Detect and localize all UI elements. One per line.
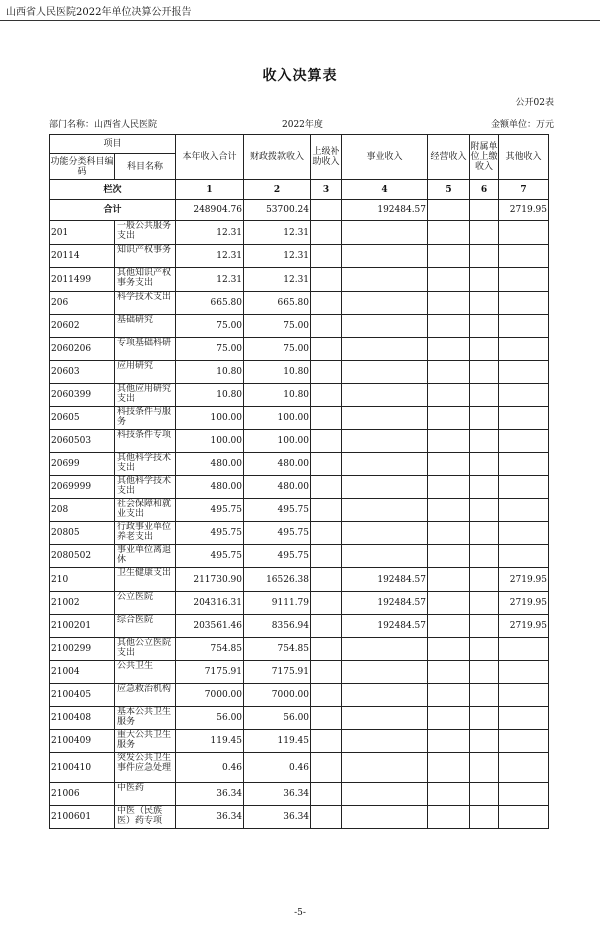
row-c2: 495.75: [244, 499, 311, 522]
row-c3: [311, 568, 342, 592]
row-c4: [342, 476, 428, 499]
row-subject-name: 专项基础科研: [115, 338, 176, 361]
table-row: [50, 315, 549, 338]
row-c1: 495.75: [176, 545, 244, 568]
table-row: [50, 592, 549, 615]
row-c6: [470, 245, 499, 268]
row-c6: [470, 453, 499, 476]
func-code-header: 功能分类科目编码: [50, 154, 115, 180]
row-code: 20699: [50, 453, 115, 476]
row-c5: [428, 753, 470, 783]
report-header: 山西省人民医院2022年单位决算公开报告: [6, 7, 192, 18]
row-c7: [499, 730, 549, 753]
row-c1: 754.85: [176, 638, 244, 661]
row-c1: 75.00: [176, 315, 244, 338]
row-c3: [311, 453, 342, 476]
index-3: 3: [311, 180, 342, 200]
row-c7: [499, 545, 549, 568]
col-fiscal-header: 财政拨款收入: [244, 135, 311, 180]
row-c6: [470, 806, 499, 829]
row-c6: [470, 707, 499, 730]
row-c3: [311, 292, 342, 315]
row-subject-name: 其他公立医院支出: [115, 638, 176, 661]
row-c7: [499, 361, 549, 384]
row-code: 2100601: [50, 806, 115, 829]
table-row: [50, 545, 549, 568]
row-c7: 2719.95: [499, 615, 549, 638]
table-row: [50, 753, 549, 783]
row-subject-name: 公共卫生: [115, 661, 176, 684]
row-code: 20805: [50, 522, 115, 545]
row-c1: 12.31: [176, 221, 244, 245]
row-c3: [311, 684, 342, 707]
row-c6: [470, 338, 499, 361]
table-row: [50, 453, 549, 476]
row-subject-name: 其他科学技术支出: [115, 476, 176, 499]
row-c2: 12.31: [244, 268, 311, 292]
row-c3: [311, 407, 342, 430]
row-c5: [428, 499, 470, 522]
index-6: 6: [470, 180, 499, 200]
row-c3: [311, 545, 342, 568]
row-c4: [342, 453, 428, 476]
total-c7: 2719.95: [499, 200, 549, 221]
row-c5: [428, 568, 470, 592]
row-c1: 480.00: [176, 476, 244, 499]
table-row: [50, 499, 549, 522]
row-subject-name: 一般公共服务支出: [115, 221, 176, 245]
row-c2: 480.00: [244, 476, 311, 499]
row-c3: [311, 730, 342, 753]
row-subject-name: 应急救治机构: [115, 684, 176, 707]
row-c5: [428, 806, 470, 829]
income-table: [49, 134, 549, 829]
row-c6: [470, 684, 499, 707]
total-c4: 192484.57: [342, 200, 428, 221]
row-code: 21004: [50, 661, 115, 684]
row-c7: 2719.95: [499, 592, 549, 615]
department-label: 部门名称：山西省人民医院: [49, 120, 158, 130]
row-c2: 8356.94: [244, 615, 311, 638]
row-c3: [311, 315, 342, 338]
row-c7: [499, 499, 549, 522]
row-c1: 203561.46: [176, 615, 244, 638]
total-c6: [470, 200, 499, 221]
row-c3: [311, 476, 342, 499]
row-c4: [342, 430, 428, 453]
row-subject-name: 中医药: [115, 783, 176, 806]
row-c3: [311, 522, 342, 545]
row-c2: 119.45: [244, 730, 311, 753]
row-c6: [470, 499, 499, 522]
row-c4: [342, 783, 428, 806]
row-c3: [311, 384, 342, 407]
table-row: [50, 384, 549, 407]
row-c3: [311, 245, 342, 268]
row-c6: [470, 268, 499, 292]
row-code: 201: [50, 221, 115, 245]
row-c4: [342, 684, 428, 707]
row-c7: [499, 453, 549, 476]
amount-unit: 金额单位：万元: [490, 120, 554, 130]
row-c3: [311, 806, 342, 829]
row-code: 21002: [50, 592, 115, 615]
row-c6: [470, 430, 499, 453]
table-row: [50, 361, 549, 384]
row-c1: 0.46: [176, 753, 244, 783]
row-c5: [428, 245, 470, 268]
row-c3: [311, 707, 342, 730]
header-divider: [0, 20, 600, 21]
row-c3: [311, 499, 342, 522]
row-c7: [499, 221, 549, 245]
row-c1: 100.00: [176, 407, 244, 430]
total-c3: [311, 200, 342, 221]
col-affiliated-header: 附属单位上缴收入: [470, 135, 499, 180]
row-c2: 495.75: [244, 545, 311, 568]
row-c2: 36.34: [244, 783, 311, 806]
row-c5: [428, 315, 470, 338]
row-c5: [428, 592, 470, 615]
row-c1: 119.45: [176, 730, 244, 753]
row-code: 206: [50, 292, 115, 315]
row-c3: [311, 638, 342, 661]
row-c2: 56.00: [244, 707, 311, 730]
row-c1: 7000.00: [176, 684, 244, 707]
row-code: 2011499: [50, 268, 115, 292]
row-c4: [342, 545, 428, 568]
total-c2: 53700.24: [244, 200, 311, 221]
table-row: [50, 684, 549, 707]
row-subject-name: 社会保障和就业支出: [115, 499, 176, 522]
table-row: [50, 615, 549, 638]
row-subject-name: 其他知识产权事务支出: [115, 268, 176, 292]
row-c4: [342, 268, 428, 292]
row-c3: [311, 615, 342, 638]
row-c6: [470, 753, 499, 783]
table-row: [50, 806, 549, 829]
row-c2: 100.00: [244, 407, 311, 430]
row-c1: 495.75: [176, 499, 244, 522]
row-subject-name: 重大公共卫生服务: [115, 730, 176, 753]
row-c3: [311, 221, 342, 245]
row-code: 210: [50, 568, 115, 592]
col-other-income-header: 其他收入: [499, 135, 549, 180]
row-code: 2060206: [50, 338, 115, 361]
row-c7: [499, 684, 549, 707]
table-row: [50, 430, 549, 453]
row-c4: [342, 384, 428, 407]
row-c2: 665.80: [244, 292, 311, 315]
row-c2: 495.75: [244, 522, 311, 545]
row-c4: 192484.57: [342, 592, 428, 615]
row-c2: 9111.79: [244, 592, 311, 615]
row-c3: [311, 783, 342, 806]
row-c6: [470, 615, 499, 638]
row-c5: [428, 783, 470, 806]
total-row-label: 合计: [50, 200, 176, 221]
row-c5: [428, 430, 470, 453]
row-code: 2100408: [50, 707, 115, 730]
row-c5: [428, 221, 470, 245]
row-code: 20114: [50, 245, 115, 268]
row-c7: [499, 292, 549, 315]
row-code: 21006: [50, 783, 115, 806]
row-c2: 754.85: [244, 638, 311, 661]
row-subject-name: 中医（民族医）药专项: [115, 806, 176, 829]
row-c2: 100.00: [244, 430, 311, 453]
row-c4: [342, 499, 428, 522]
row-c2: 12.31: [244, 245, 311, 268]
row-subject-name: 综合医院: [115, 615, 176, 638]
index-row-label: 栏次: [50, 180, 176, 200]
row-c4: [342, 245, 428, 268]
row-c6: [470, 730, 499, 753]
table-row: [50, 707, 549, 730]
form-number: 公开02表: [515, 98, 554, 108]
row-c7: [499, 268, 549, 292]
row-subject-name: 其他应用研究支出: [115, 384, 176, 407]
row-c7: [499, 638, 549, 661]
row-c4: [342, 361, 428, 384]
row-c1: 211730.90: [176, 568, 244, 592]
row-subject-name: 其他科学技术支出: [115, 453, 176, 476]
row-c1: 75.00: [176, 338, 244, 361]
row-c5: [428, 407, 470, 430]
row-c6: [470, 361, 499, 384]
row-c6: [470, 476, 499, 499]
row-code: 2069999: [50, 476, 115, 499]
row-c7: [499, 245, 549, 268]
row-c1: 665.80: [176, 292, 244, 315]
row-c5: [428, 453, 470, 476]
row-c5: [428, 522, 470, 545]
row-c7: [499, 783, 549, 806]
row-c6: [470, 407, 499, 430]
index-1: 1: [176, 180, 244, 200]
row-c1: 10.80: [176, 384, 244, 407]
row-c5: [428, 730, 470, 753]
col-superior-subsidy-header: 上级补助收入: [311, 135, 342, 180]
row-code: 208: [50, 499, 115, 522]
row-c1: 480.00: [176, 453, 244, 476]
row-c2: 0.46: [244, 753, 311, 783]
row-c4: [342, 315, 428, 338]
row-code: 2100409: [50, 730, 115, 753]
table-row: [50, 476, 549, 499]
row-c2: 16526.38: [244, 568, 311, 592]
row-code: 2100201: [50, 615, 115, 638]
row-c7: [499, 707, 549, 730]
row-c6: [470, 384, 499, 407]
row-subject-name: 科技条件与服务: [115, 407, 176, 430]
row-code: 2080502: [50, 545, 115, 568]
page-title: 收入决算表: [262, 68, 338, 84]
row-c7: [499, 522, 549, 545]
total-c1: 248904.76: [176, 200, 244, 221]
row-c4: [342, 407, 428, 430]
row-c1: 12.31: [176, 245, 244, 268]
row-subject-name: 行政事业单位养老支出: [115, 522, 176, 545]
row-c2: 480.00: [244, 453, 311, 476]
row-c1: 10.80: [176, 361, 244, 384]
row-subject-name: 知识产权事务: [115, 245, 176, 268]
index-5: 5: [428, 180, 470, 200]
row-c4: [342, 661, 428, 684]
row-c5: [428, 361, 470, 384]
row-c4: [342, 707, 428, 730]
table-row: [50, 568, 549, 592]
row-subject-name: 公立医院: [115, 592, 176, 615]
row-c2: 7000.00: [244, 684, 311, 707]
row-subject-name: 科技条件专项: [115, 430, 176, 453]
row-c5: [428, 545, 470, 568]
col-total-income-header: 本年收入合计: [176, 135, 244, 180]
col-business-income-header: 事业收入: [342, 135, 428, 180]
row-c7: [499, 661, 549, 684]
row-c3: [311, 753, 342, 783]
table-row: [50, 661, 549, 684]
row-c3: [311, 661, 342, 684]
row-c6: [470, 638, 499, 661]
row-c7: [499, 315, 549, 338]
row-c6: [470, 783, 499, 806]
row-c4: [342, 730, 428, 753]
row-c5: [428, 338, 470, 361]
row-code: 20602: [50, 315, 115, 338]
subject-name-header: 科目名称: [115, 154, 176, 180]
row-subject-name: 基础研究: [115, 315, 176, 338]
row-code: 20603: [50, 361, 115, 384]
page-number: -5-: [294, 908, 306, 918]
row-c4: [342, 221, 428, 245]
row-c6: [470, 568, 499, 592]
table-row: [50, 268, 549, 292]
row-c4: [342, 338, 428, 361]
row-subject-name: 应用研究: [115, 361, 176, 384]
row-c2: 7175.91: [244, 661, 311, 684]
table-row: [50, 407, 549, 430]
index-7: 7: [499, 180, 549, 200]
row-c7: [499, 753, 549, 783]
row-c3: [311, 592, 342, 615]
row-subject-name: 科学技术支出: [115, 292, 176, 315]
project-header: 项目: [50, 135, 176, 154]
row-c6: [470, 545, 499, 568]
row-c6: [470, 592, 499, 615]
row-c3: [311, 361, 342, 384]
row-c2: 75.00: [244, 338, 311, 361]
table-row: [50, 730, 549, 753]
row-c6: [470, 292, 499, 315]
row-c5: [428, 384, 470, 407]
row-c6: [470, 522, 499, 545]
row-c5: [428, 684, 470, 707]
row-code: 20605: [50, 407, 115, 430]
index-4: 4: [342, 180, 428, 200]
row-code: 2060399: [50, 384, 115, 407]
row-c7: [499, 806, 549, 829]
row-c2: 36.34: [244, 806, 311, 829]
total-c5: [428, 200, 470, 221]
row-c1: 36.34: [176, 783, 244, 806]
row-c1: 7175.91: [176, 661, 244, 684]
row-subject-name: 卫生健康支出: [115, 568, 176, 592]
row-c7: 2719.95: [499, 568, 549, 592]
table-row: [50, 221, 549, 245]
row-c4: 192484.57: [342, 615, 428, 638]
row-c7: [499, 476, 549, 499]
row-c6: [470, 661, 499, 684]
table-row: [50, 245, 549, 268]
row-c4: [342, 292, 428, 315]
row-c2: 10.80: [244, 384, 311, 407]
row-c4: [342, 638, 428, 661]
fiscal-year: 2022年度: [282, 120, 323, 130]
table-row: [50, 522, 549, 545]
row-code: 2060503: [50, 430, 115, 453]
row-c3: [311, 338, 342, 361]
row-c5: [428, 661, 470, 684]
row-code: 2100410: [50, 753, 115, 783]
row-c1: 36.34: [176, 806, 244, 829]
row-c7: [499, 430, 549, 453]
row-c5: [428, 268, 470, 292]
row-c4: [342, 753, 428, 783]
row-c6: [470, 315, 499, 338]
row-c1: 495.75: [176, 522, 244, 545]
row-c7: [499, 384, 549, 407]
row-c3: [311, 430, 342, 453]
row-c5: [428, 476, 470, 499]
row-c5: [428, 638, 470, 661]
col-operating-income-header: 经营收入: [428, 135, 470, 180]
row-code: 2100405: [50, 684, 115, 707]
row-code: 2100299: [50, 638, 115, 661]
table-row: [50, 338, 549, 361]
row-c5: [428, 707, 470, 730]
row-c2: 10.80: [244, 361, 311, 384]
row-c7: [499, 407, 549, 430]
row-c1: 204316.31: [176, 592, 244, 615]
row-subject-name: 基本公共卫生服务: [115, 707, 176, 730]
row-c1: 56.00: [176, 707, 244, 730]
row-subject-name: 突发公共卫生事件应急处理: [115, 753, 176, 783]
row-c4: [342, 806, 428, 829]
row-c5: [428, 615, 470, 638]
row-c4: 192484.57: [342, 568, 428, 592]
row-c7: [499, 338, 549, 361]
row-subject-name: 事业单位离退休: [115, 545, 176, 568]
row-c6: [470, 221, 499, 245]
table-row: [50, 783, 549, 806]
row-c1: 100.00: [176, 430, 244, 453]
row-c2: 12.31: [244, 221, 311, 245]
row-c2: 75.00: [244, 315, 311, 338]
row-c1: 12.31: [176, 268, 244, 292]
row-c3: [311, 268, 342, 292]
row-c5: [428, 292, 470, 315]
index-2: 2: [244, 180, 311, 200]
table-row: [50, 638, 549, 661]
table-row: [50, 292, 549, 315]
row-c4: [342, 522, 428, 545]
